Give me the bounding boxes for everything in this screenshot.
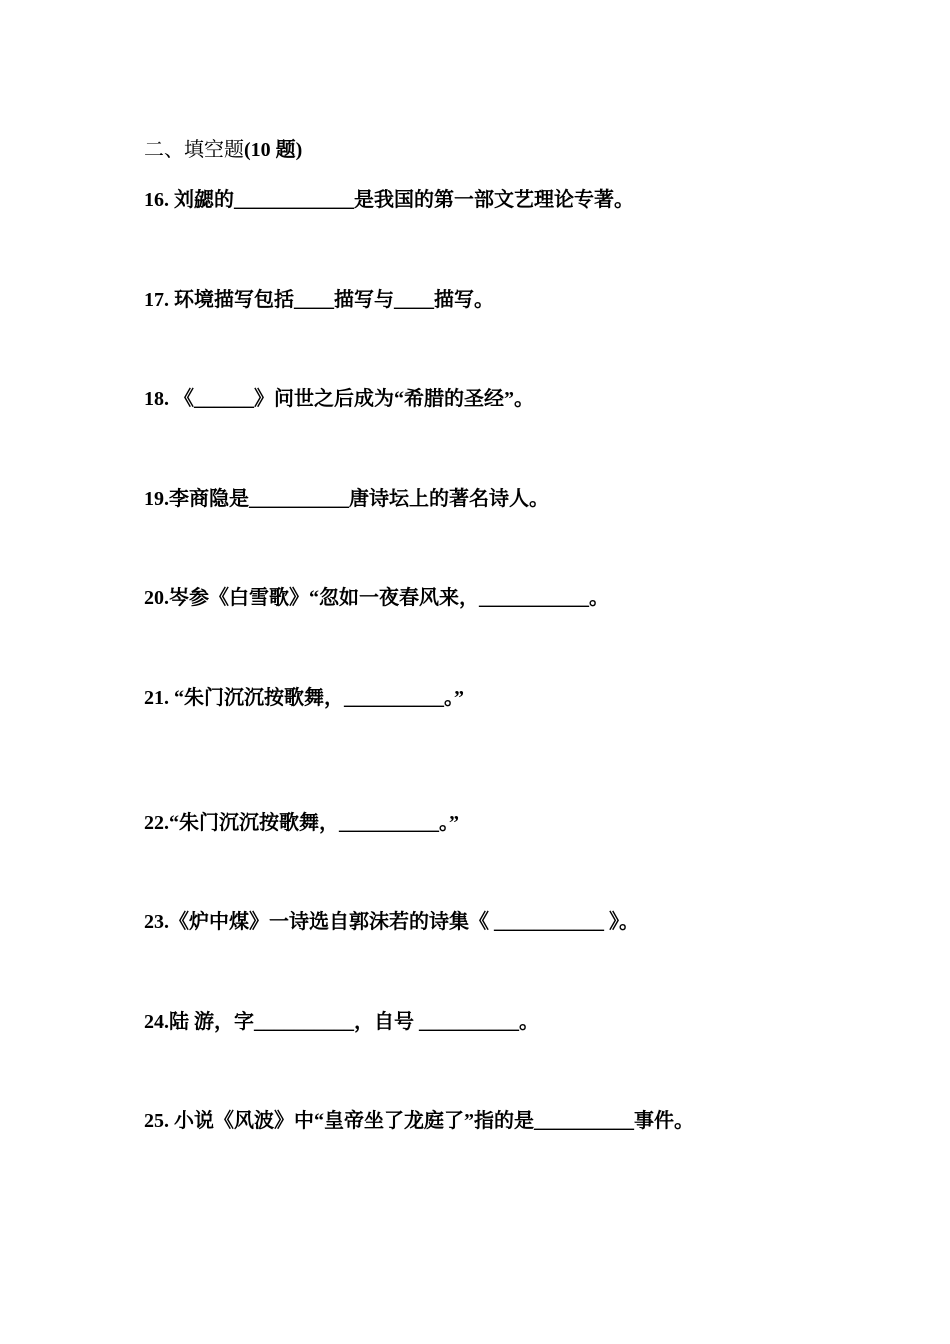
question-17: 17. 环境描写包括____描写与____描写。 (144, 289, 494, 311)
section-count: (10 题) (244, 139, 303, 161)
section-title: 二、填空题 (144, 139, 244, 161)
question-16: 16. 刘勰的____________是我国的第一部文艺理论专著。 (144, 189, 634, 211)
section-heading (144, 137, 302, 163)
question-22: 22.“朱门沉沉按歌舞，__________。” (144, 812, 459, 834)
question-21: 21. “朱门沉沉按歌舞，__________。” (144, 687, 464, 709)
question-24: 24.陆 游，字__________，自号 __________。 (144, 1011, 539, 1033)
question-23: 23.《炉中煤》一诗选自郭沫若的诗集《 ___________ 》。 (144, 911, 639, 933)
question-25: 25. 小说《风波》中“皇帝坐了龙庭了”指的是__________事件。 (144, 1110, 694, 1132)
question-19: 19.李商隐是__________唐诗坛上的著名诗人。 (144, 488, 549, 510)
question-20: 20.岑参《白雪歌》“忽如一夜春风来，___________。 (144, 587, 609, 609)
question-18: 18. 《______》问世之后成为“希腊的圣经”。 (144, 388, 534, 410)
